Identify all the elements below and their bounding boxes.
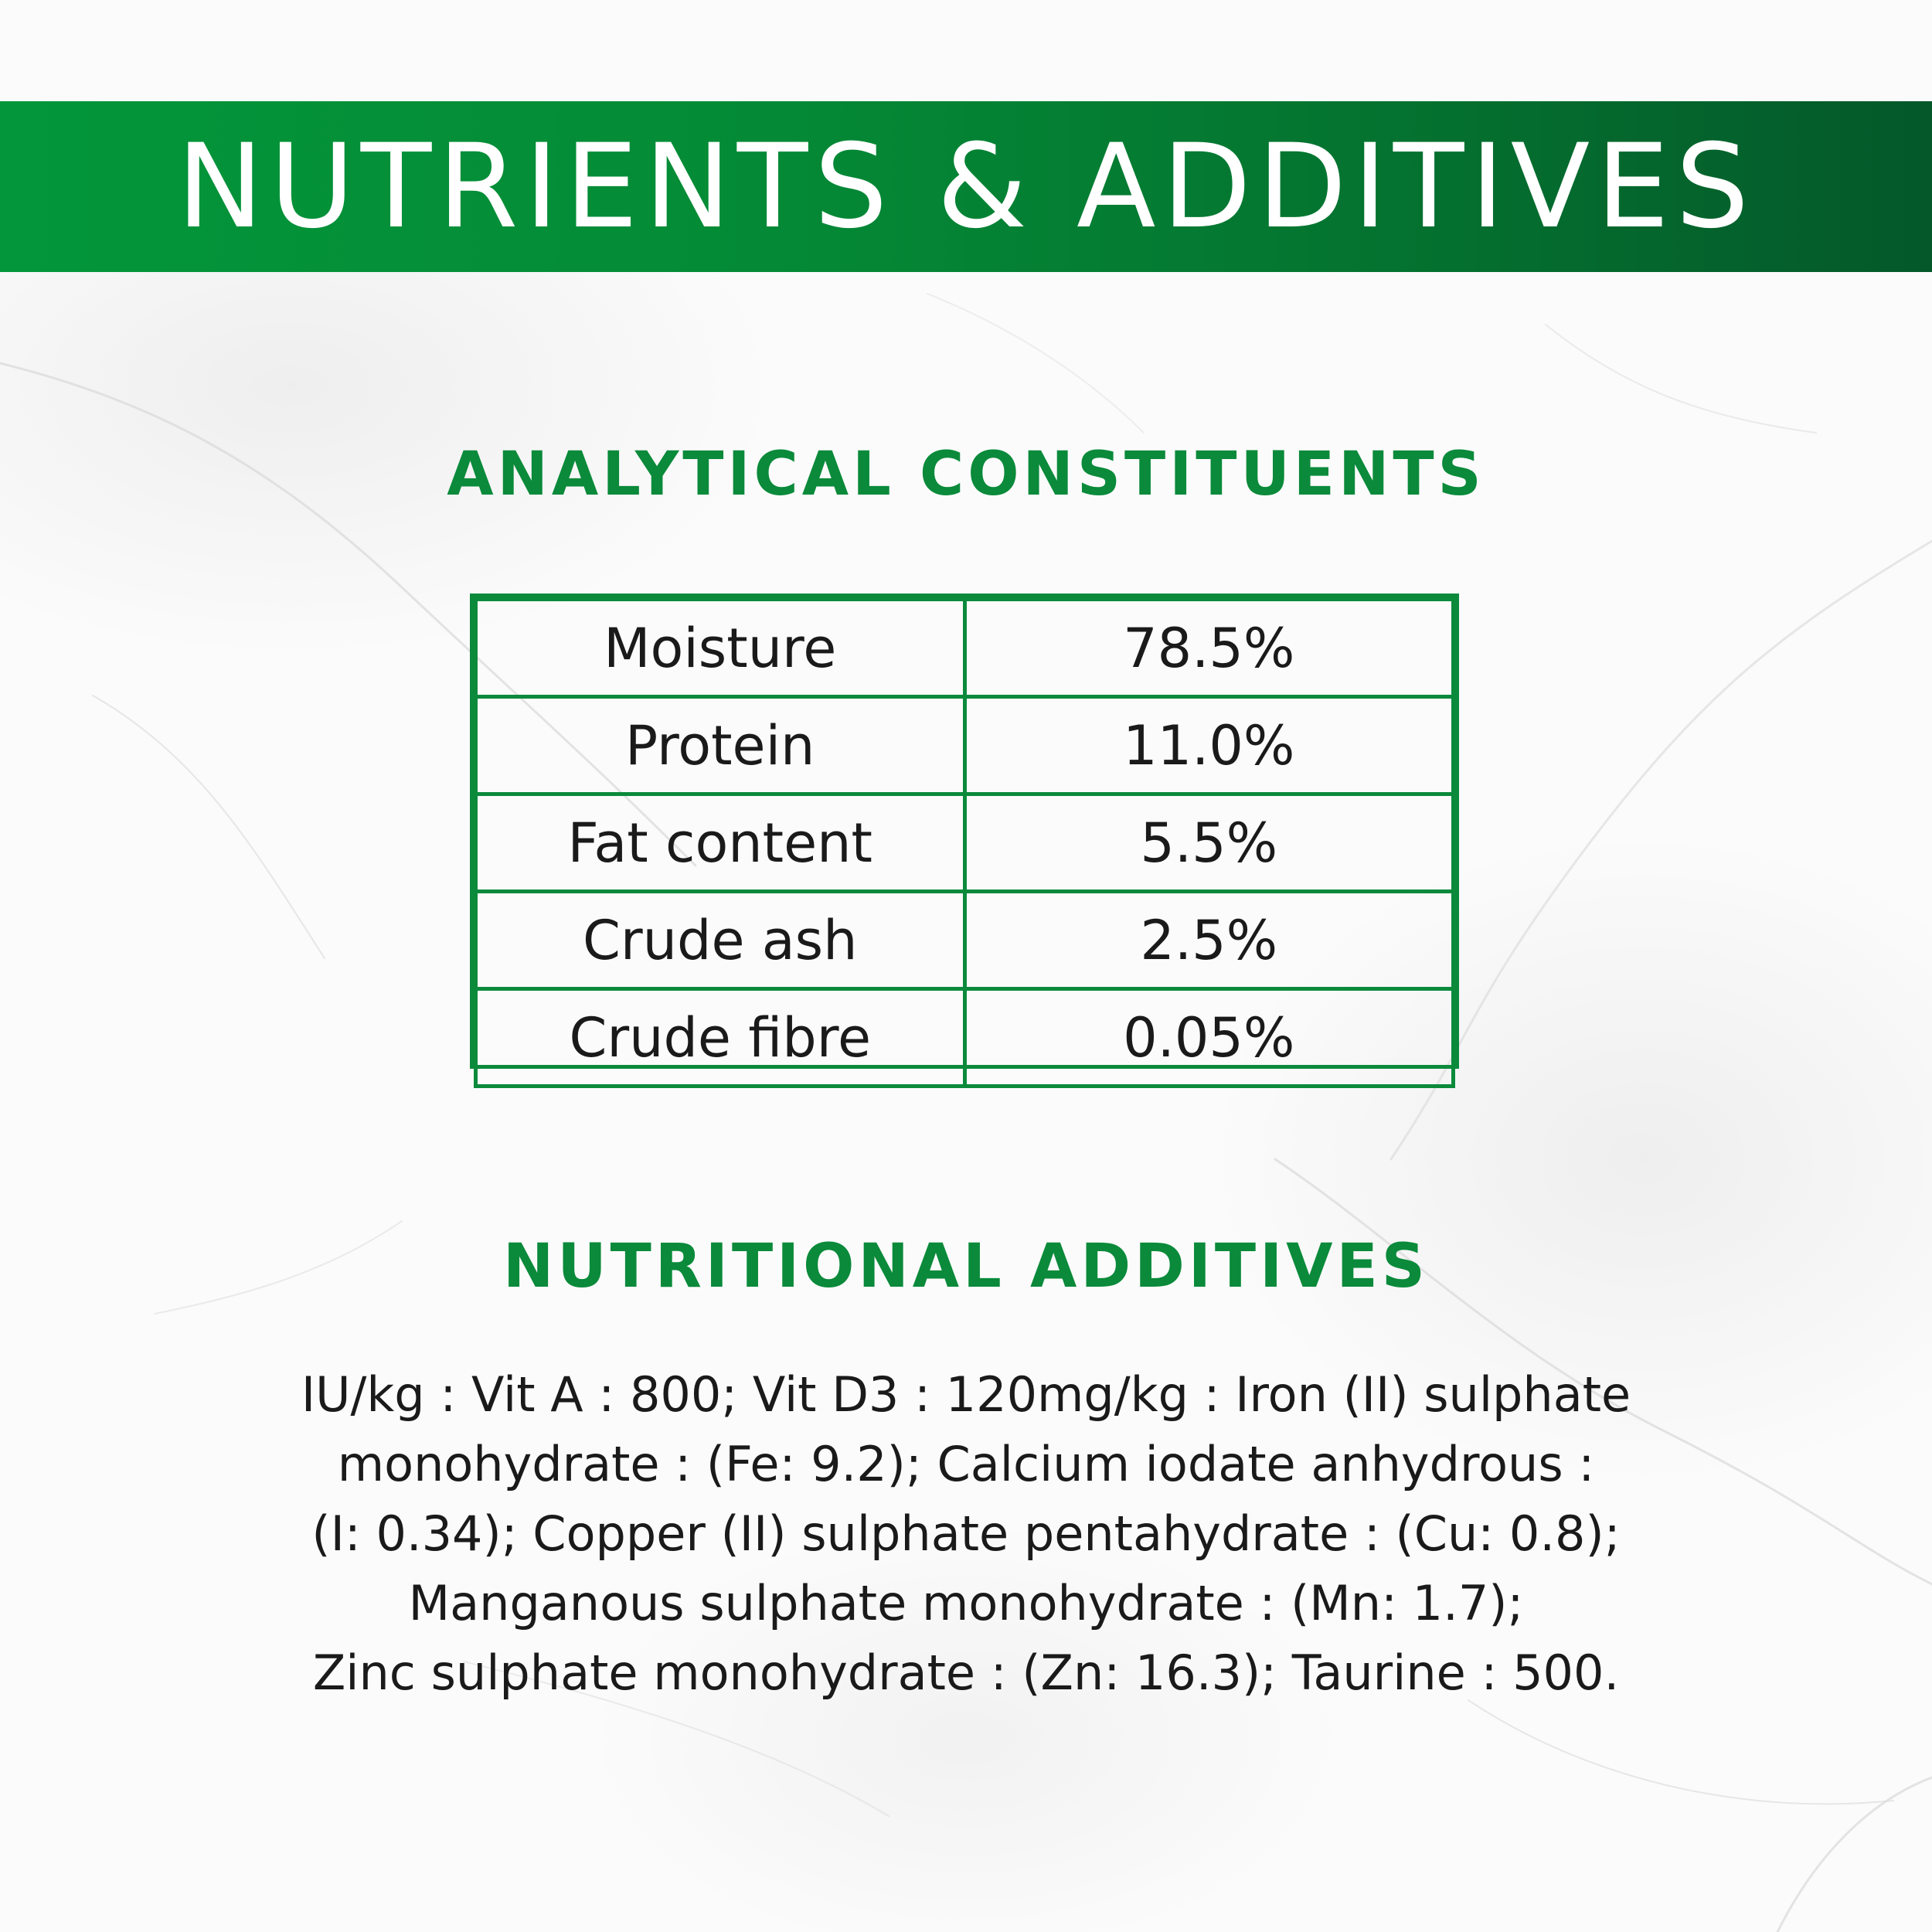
- constituent-value: 2.5%: [964, 892, 1454, 989]
- additives-line: monohydrate : (Fe: 9.2); Calcium iodate anhydrous :: [337, 1436, 1595, 1492]
- page-title: NUTRIENTS & ADDITIVES: [176, 119, 1756, 254]
- analytical-constituents-heading: ANALYTICAL CONSTITUENTS: [447, 440, 1485, 509]
- nutritional-additives-heading: NUTRITIONAL ADDITIVES: [503, 1232, 1429, 1301]
- constituent-value: 11.0%: [964, 697, 1454, 794]
- additives-line: (I: 0.34); Copper (II) sulphate pentahydrate : (Cu: 0.8);: [311, 1505, 1621, 1562]
- constituent-name: Fat content: [476, 794, 965, 892]
- additives-line: Zinc sulphate monohydrate : (Zn: 16.3); Taurine : 500.: [312, 1645, 1620, 1701]
- constituent-name: Crude fibre: [476, 989, 965, 1087]
- table-row: [476, 600, 1454, 697]
- table-row: [476, 697, 1454, 794]
- constituent-name: Protein: [476, 697, 965, 794]
- additives-line: Manganous sulphate monohydrate : (Mn: 1.7);: [408, 1575, 1524, 1631]
- constituent-name: Crude ash: [476, 892, 965, 989]
- table-row: [476, 892, 1454, 989]
- analytical-constituents-table: [470, 594, 1459, 1069]
- nutritional-additives-text: [155, 1360, 1777, 1708]
- additives-line: IU/kg : Vit A : 800; Vit D3 : 120mg/kg : Iron (II) sulphate: [301, 1366, 1631, 1423]
- constituent-value: 78.5%: [964, 600, 1454, 697]
- title-banner: [0, 101, 1932, 272]
- constituent-value: 0.05%: [964, 989, 1454, 1087]
- constituent-value: 5.5%: [964, 794, 1454, 892]
- table-row: [476, 989, 1454, 1087]
- constituent-name: Moisture: [476, 600, 965, 697]
- table-row: [476, 794, 1454, 892]
